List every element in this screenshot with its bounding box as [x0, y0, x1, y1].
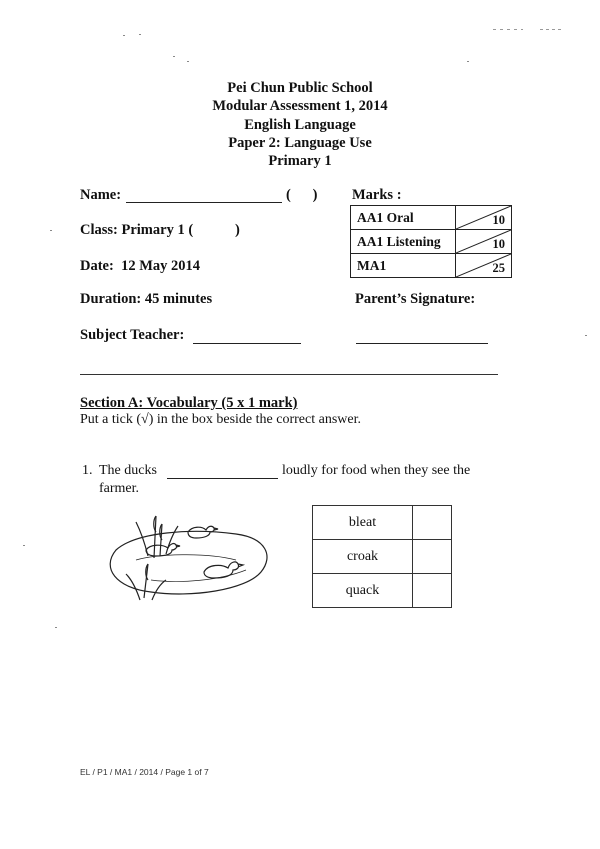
parent-signature-label: Parent’s Signature: — [355, 291, 476, 307]
duration-label: Duration: 45 minutes — [80, 291, 213, 307]
marks-row — [351, 254, 512, 278]
answer-option-text: quack — [313, 574, 413, 608]
marks-row-name: MA1 — [351, 254, 456, 278]
class-label: Class: Primary 1 ( — [80, 222, 194, 238]
date-label: Date: 12 May 2014 — [80, 258, 201, 274]
question-number: 1. — [82, 463, 93, 478]
duck-pond-illustration — [96, 510, 276, 606]
question-blank — [167, 478, 278, 479]
answer-option-text: croak — [313, 540, 413, 574]
marks-table — [350, 205, 512, 278]
answer-tick-box[interactable] — [413, 540, 452, 574]
marks-total: 10 — [492, 213, 505, 227]
marks-score-cell[interactable] — [456, 254, 512, 278]
parent-signature-line[interactable] — [356, 343, 488, 344]
marks-total: 25 — [492, 261, 505, 275]
page-footer: EL / P1 / MA1 / 2014 / Page 1 of 7 — [80, 767, 209, 777]
section-instruction: Put a tick (√) in the box beside the correct answer. — [80, 412, 361, 427]
answer-option-row — [313, 574, 452, 608]
level-title: Primary 1 — [268, 153, 332, 169]
marks-row-name: AA1 Listening — [351, 230, 456, 254]
marks-score-cell[interactable] — [456, 230, 512, 254]
answer-option-row — [313, 540, 452, 574]
school-name: Pei Chun Public School — [227, 80, 373, 96]
paper-title: Paper 2: Language Use — [228, 135, 372, 151]
assessment-title: Modular Assessment 1, 2014 — [212, 98, 388, 114]
question-text-before: The ducks — [99, 463, 157, 478]
marks-row-name: AA1 Oral — [351, 206, 456, 230]
name-line[interactable] — [126, 202, 282, 203]
section-divider — [80, 374, 498, 375]
answer-option-row — [313, 506, 452, 540]
marks-row — [351, 230, 512, 254]
name-label: Name: — [80, 187, 122, 203]
answer-option-text: bleat — [313, 506, 413, 540]
marks-row — [351, 206, 512, 230]
question-text-line2: farmer. — [99, 481, 140, 496]
subject-teacher-label: Subject Teacher: — [80, 327, 185, 343]
class-close-bracket: ) — [235, 222, 240, 238]
marks-total: 10 — [492, 237, 505, 251]
answer-tick-box[interactable] — [413, 574, 452, 608]
subject-teacher-line[interactable] — [193, 343, 301, 344]
subject-title: English Language — [244, 117, 356, 133]
answer-tick-box[interactable] — [413, 506, 452, 540]
register-number-brackets: ( ) — [286, 187, 318, 203]
section-title: Section A: Vocabulary (5 x 1 mark) — [80, 395, 298, 411]
marks-label: Marks : — [352, 187, 402, 203]
marks-score-cell[interactable] — [456, 206, 512, 230]
question-text-after: loudly for food when they see the — [282, 463, 471, 478]
answer-options-table — [312, 505, 452, 608]
